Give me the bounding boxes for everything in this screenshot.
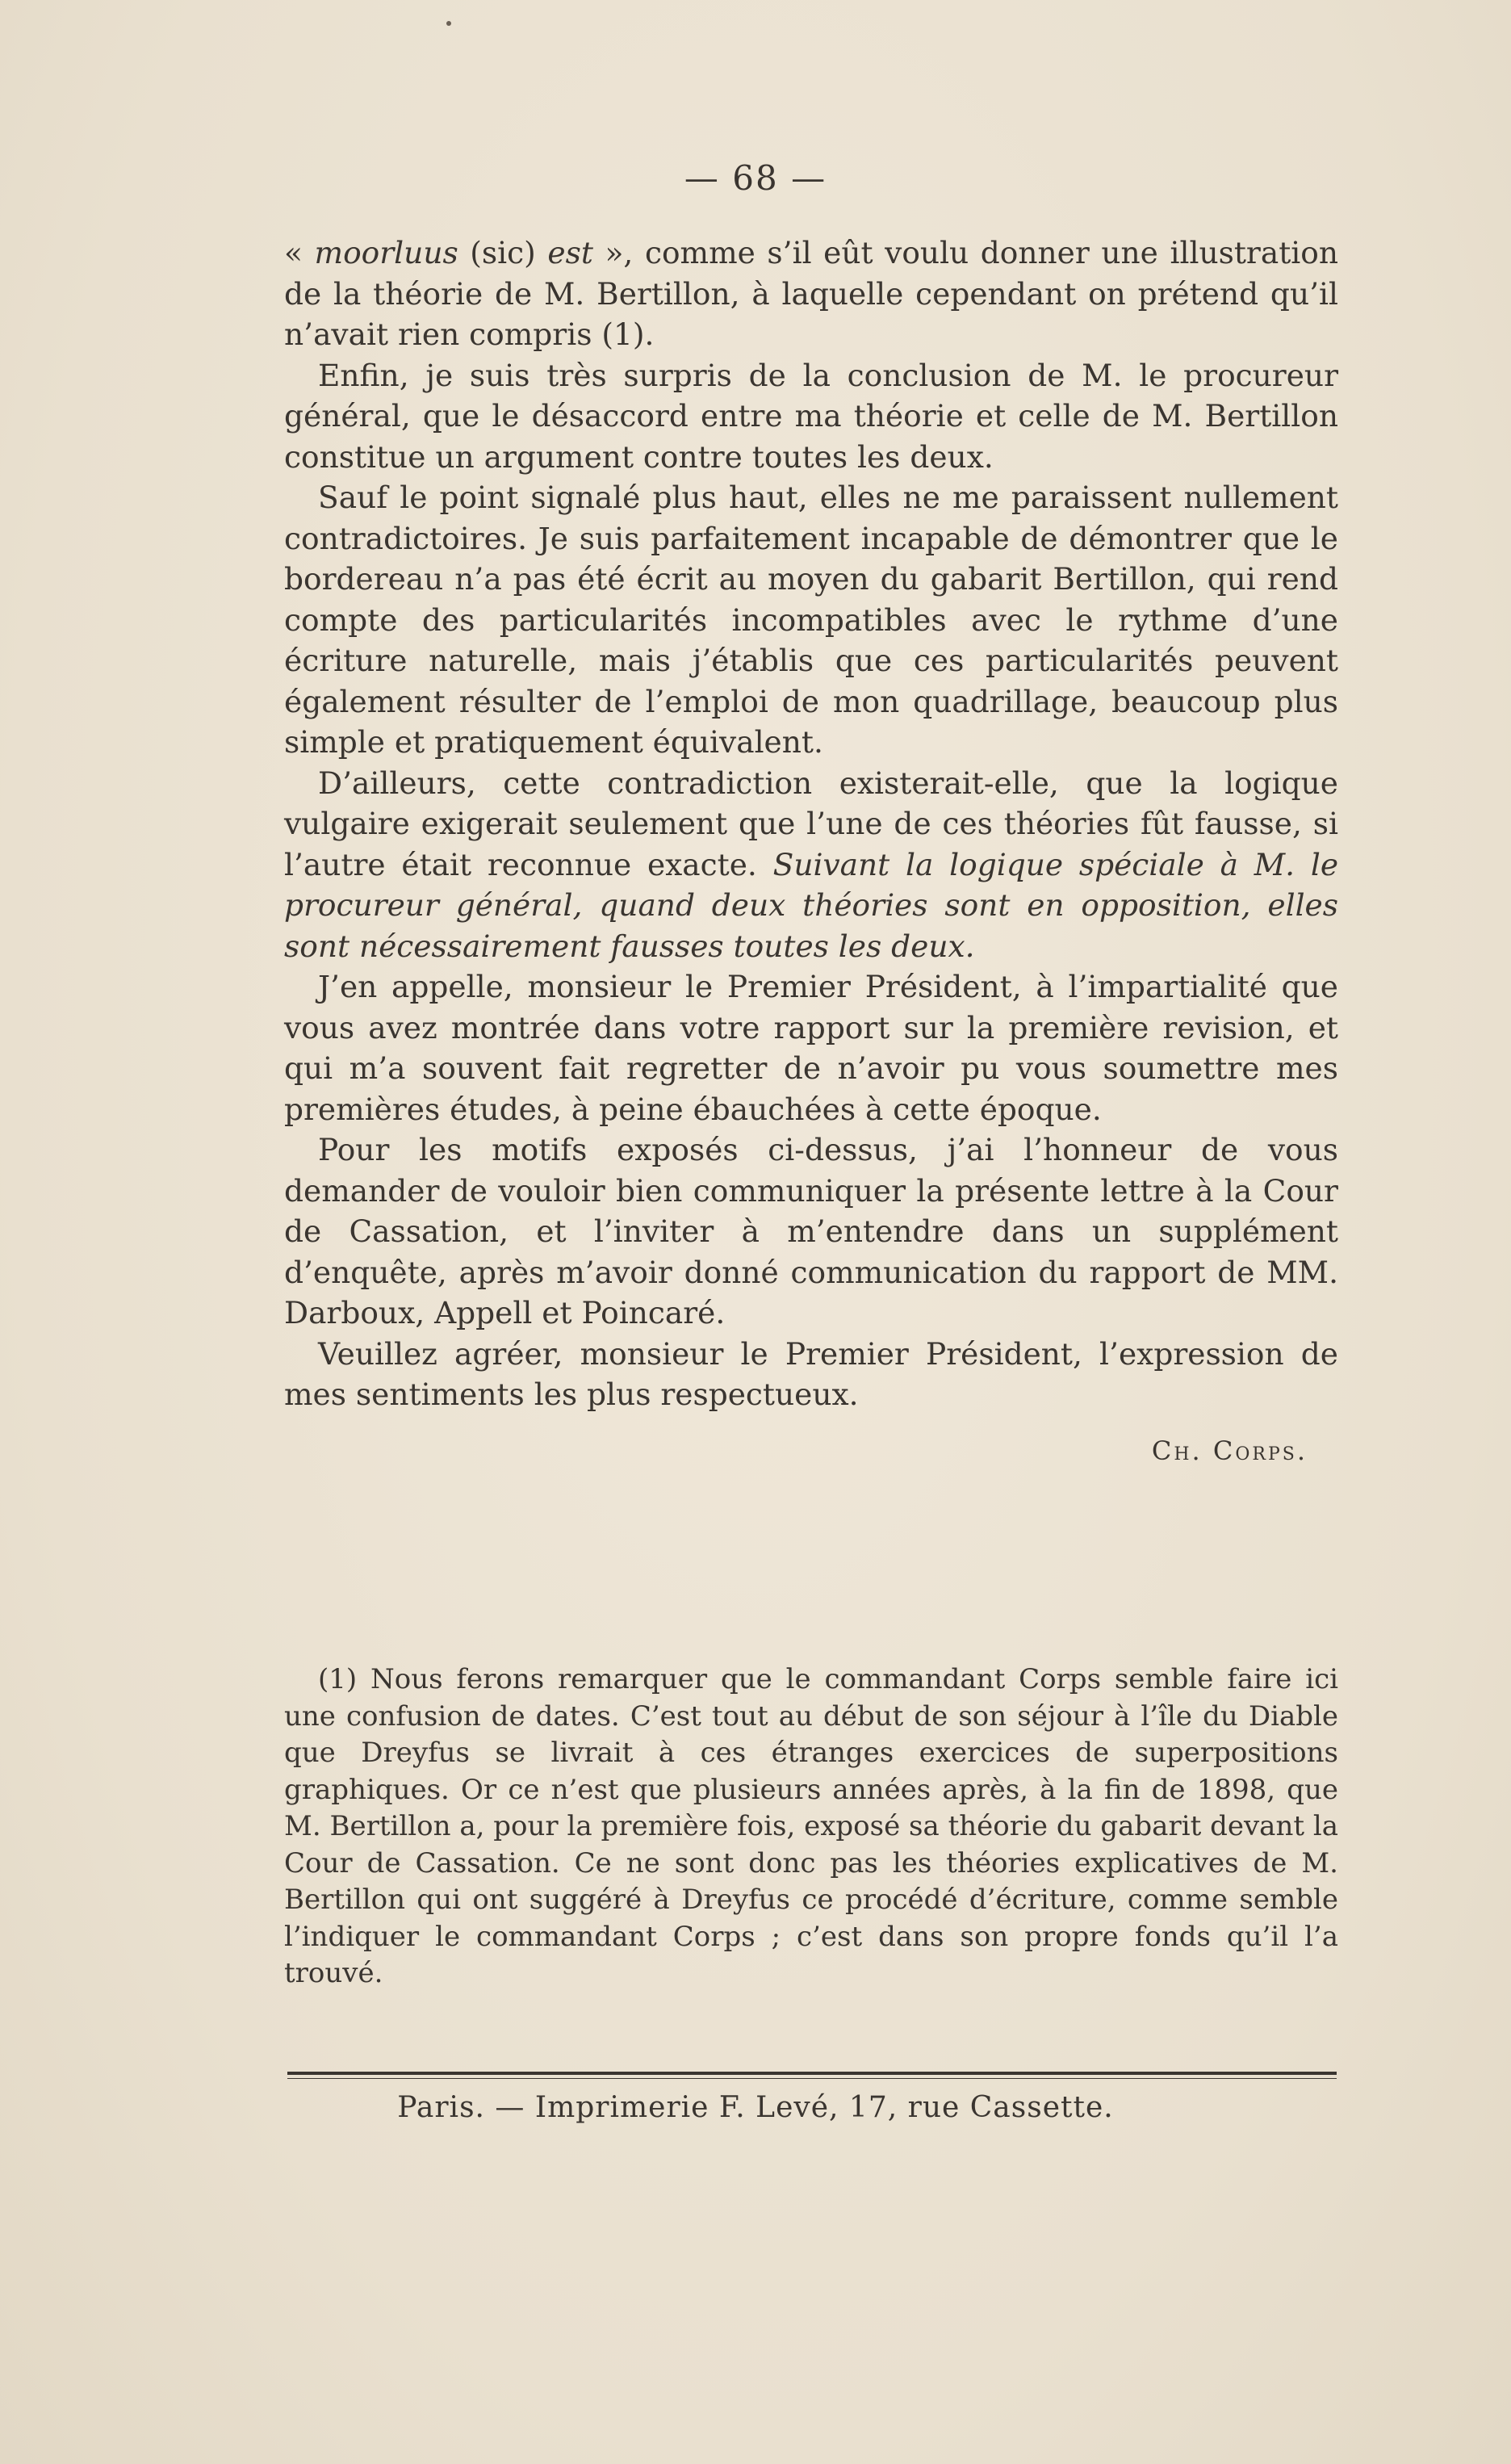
- signature: Ch. Corps.: [1151, 1435, 1308, 1466]
- paragraph-appel: J’en appelle, monsieur le Premier Président, à l’impartialité que vous avez montrée dans votre rapport sur la première revision, et qui m’a souvent fait regretter de n’avoir pu vous soumettre mes premières études, à peine ébauchées à cette époque.: [284, 969, 1338, 1127]
- quoted-word: moorluus: [314, 235, 458, 270]
- paragraph-opening: [284, 233, 1338, 355]
- paragraph-dailleurs: [284, 763, 1338, 967]
- page-number: — 68 —: [684, 158, 827, 198]
- footer-rule-thin: [287, 2078, 1337, 2079]
- footnote-text: (1) Nous ferons remarquer que le commandant Corps semble faire ici une confusion de dates. C’est tout au début de son séjour à l’île du Diable que Dreyfus se livrait à ces étranges exercices de superpositions graphiques. Or ce n’est que plusieurs années après, à la fin de 1898, que M. Bertillon a, pour la première fois, exposé sa théorie du gabarit devant la Cour de Cassation. Ce ne sont donc pas les théories explicatives de M. Bertillon qui ont suggéré à Dreyfus ce procédé d’écriture, comme semble l’indiquer le commandant Corps ; c’est dans son propre fonds qu’il l’a trouvé.: [284, 1663, 1338, 1989]
- opening-quote: «: [284, 235, 315, 270]
- quoted-word-est: est: [547, 235, 593, 270]
- paragraph-motifs: Pour les motifs exposés ci-dessus, j’ai l’honneur de vous demander de vouloir bien communiquer la présente lettre à la Cour de Cassation, et l’inviter à m’entendre dans un supplément d’enquête, après m’avoir donné communication du rapport de MM. Darboux, Appell et Poincaré.: [284, 1132, 1338, 1330]
- paragraph-closing: Veuillez agréer, monsieur le Premier Président, l’expression de mes sentiments les plus respectueux.: [284, 1335, 1338, 1412]
- paragraph-dailleurs-italic: Suivant la logique spéciale à M. le procureur général, quand deux théories sont en opposition, elles sont nécessairement fausses toutes les deux.: [284, 846, 1339, 964]
- paragraph-opening-text: », comme s’il eût voulu donner une illustration de la théorie de M. Bertillon, à laquelle cependant on prétend qu’il n’avait rien compris (1).: [284, 235, 1338, 352]
- paragraph-enfin: Enfin, je suis très surpris de la conclusion de M. le procureur général, que le désaccord entre ma théorie et celle de M. Bertillon constitue un argument contre toutes les deux.: [284, 357, 1338, 475]
- sic-note: (sic): [458, 235, 548, 270]
- footer-rule: [287, 2072, 1337, 2075]
- footnote: [284, 1662, 1338, 1993]
- paragraph-sauf: Sauf le point signalé plus haut, elles ne me paraissent nullement contradictoires. Je suis parfaitement incapable de démontrer que le bordereau n’a pas été écrit au moyen du gabarit Bertillon, qui rend compte des particularités incompatibles avec le rythme d’une écriture naturelle, mais j’établis que ces particularités peuvent également résulter de l’emploi de mon quadrillage, beaucoup plus simple et pratiquement équivalent.: [284, 480, 1338, 760]
- paragraph-dailleurs-text: D’ailleurs, cette contradiction existerait-elle, que la logique vulgaire exigerait seulement que l’une de ces théories fût fausse, si l’autre était reconnue exacte.: [284, 765, 1338, 882]
- printer-imprint: Paris. — Imprimerie F. Levé, 17, rue Cassette.: [397, 2091, 1114, 2124]
- ink-speck: [446, 21, 451, 26]
- letter-body: [284, 233, 1338, 1415]
